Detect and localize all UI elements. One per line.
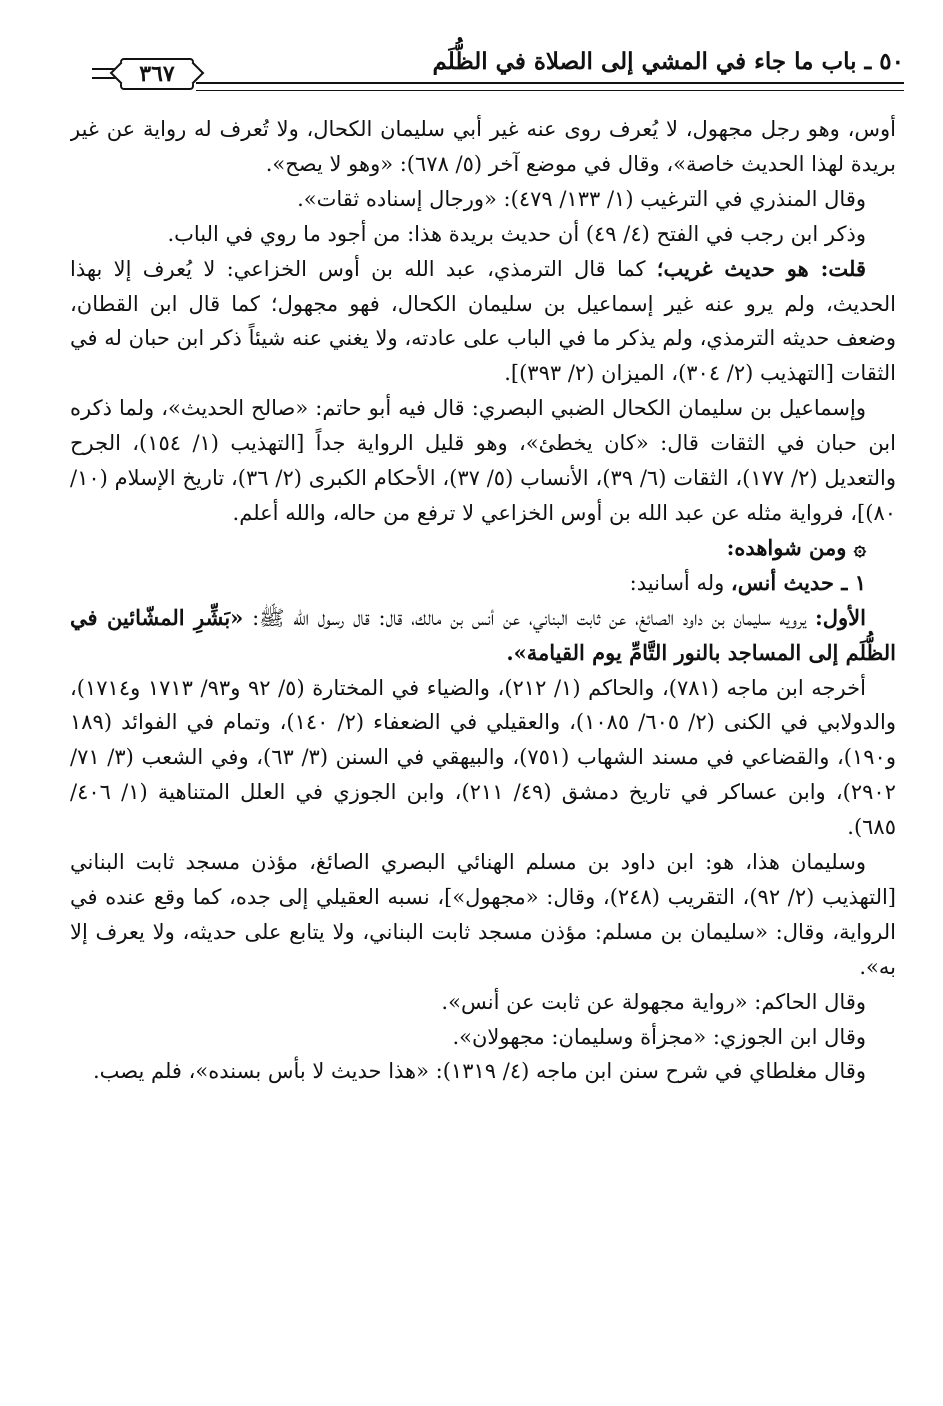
- paragraph: [70, 671, 896, 846]
- paragraph: [70, 182, 896, 217]
- text-run: وإسماعيل بن سليمان الكحال الضبي البصري: قال فيه أبو حاتم: «صالح الحديث»، ولما ذكره ابن حبان في الثقات قال: «كان يخطئ»، وهو قليل الرواية جداً [التهذيب (١/ ١٥٤)، الجرح والتعديل (٢/ ١٧٧)، الثقات (٦/ ٣٩)، الأنساب (٥/ ٣٧)، الأحكام الكبرى (٢/ ٣٦)، تاريخ الإسلام (١٠/ ٨٠)]، فرواية مثله عن عبد الله بن أوس الخزاعي لا ترفع من حاله، والله أعلم.: [70, 396, 896, 525]
- text-run: وقال الحاكم: «رواية مجهولة عن ثابت عن أنس».: [441, 989, 866, 1014]
- text-run: وسليمان هذا، هو: ابن داود بن مسلم الهنائي البصري الصائغ، مؤذن مسجد ثابت البناني [التهذيب (٢/ ٩٢)، التقريب (٢٤٨)، وقال: «مجهول»]، نسبه العقيلي إلى جده، كما وقع عنده في الرواية، وقال: «سليمان بن مسلم: مؤذن مسجد ثابت البناني، ولا يتابع على حديثه، ولا يعرف إلا به».: [70, 850, 896, 979]
- paragraph: [70, 985, 896, 1020]
- text-run: كما قال الترمذي، عبد الله بن أوس الخزاعي: لا يُعرف إلا بهذا الحديث، ولم يرو عنه غير إسماعيل بن سليمان الكحال، فهو مجهول؛ كما قال ابن القطان، وضعف حديثه الترمذي، ولم يذكر ما في الباب على عادته، ولا يغني عنه شيئاً ذكر ابن حبان له في الثقات [التهذيب (٢/ ٣٠٤)، الميزان (٢/ ٣٩٣)].: [70, 256, 896, 386]
- text-run: وله أسانيد:: [629, 570, 731, 595]
- text-run: وقال مغلطاي في شرح سنن ابن ماجه (٤/ ١٣١٩): «هذا حديث لا بأس بسنده»، فلم يصب.: [92, 1059, 866, 1084]
- paragraph: [70, 217, 896, 252]
- bold-text: الأول:: [815, 604, 866, 630]
- page-number: ٣٦٧: [139, 61, 175, 87]
- bold-text: ١ ـ حديث أنس،: [730, 569, 866, 595]
- body-text: [70, 112, 896, 1372]
- bold-text: «بَشِّرِ المشّائين في الظُّلَم إلى المساجد بالنور التَّامِّ يوم القيامة».: [70, 604, 896, 665]
- page-header: [92, 44, 904, 98]
- paragraph: [70, 1054, 896, 1089]
- paragraph: [70, 601, 896, 671]
- paragraph: [70, 1020, 896, 1055]
- bold-text: قلت: هو حديث غريب؛: [656, 255, 866, 281]
- paragraph: [70, 566, 896, 601]
- text-run: وقال المنذري في الترغيب (١/ ١٣٣/ ٤٧٩): «ورجال إسناده ثقات».: [297, 186, 866, 211]
- paragraph: [70, 845, 896, 985]
- paragraph: [70, 252, 896, 392]
- paragraph: [70, 112, 896, 182]
- text-run: أوس، وهو رجل مجهول، لا يُعرف روى عنه غير أبي سليمان الكحال، ولا تُعرف له رواية عن غير بريدة لهذا الحديث خاصة»، وقال في موضع آخر (٥/ ٦٧٨): «وهو لا يصح».: [70, 117, 896, 176]
- paragraph: [70, 531, 896, 566]
- chapter-title: ٥٠ ـ باب ما جاء في المشي إلى الصلاة في الظُّلَم: [432, 48, 904, 75]
- page-number-frame: [120, 58, 194, 90]
- text-run: وذكر ابن رجب في الفتح (٤/ ٤٩) أن حديث بريدة هذا: من أجود ما روي في الباب.: [167, 221, 866, 246]
- text-run: يرويه سليمان بن داود الصائغ، عن ثابت البناني، عن أنس بن مالك، قال: قال رسول الله ﷺ:: [243, 605, 816, 630]
- text-run: أخرجه ابن ماجه (٧٨١)، والحاكم (١/ ٢١٢)، والضياء في المختارة (٥/ ٩٢ و٩٣/ ١٧١٣ و١٧١٤)، والدولابي في الكنى (٢/ ٦٠٥/ ١٠٨٥)، والعقيلي في الضعفاء (٢/ ١٤٠)، وتمام في الفوائد (١٨٩ و١٩٠)، والقضاعي في مسند الشهاب (٧٥١)، والبيهقي في السنن (٣/ ٦٣)، وفي الشعب (٣/ ٧١/ ٢٩٠٢)، وابن عساكر في تاريخ دمشق (٤٩/ ٢١١)، وابن الجوزي في العلل المتناهية (١/ ٤٠٦/ ٦٨٥).: [70, 675, 896, 840]
- text-run: وقال ابن الجوزي: «مجزأة وسليمان: مجهولان».: [452, 1024, 866, 1049]
- header-rule-right: [196, 82, 904, 91]
- paragraph: [70, 391, 896, 531]
- bold-text: ۞ ومن شواهده:: [726, 534, 866, 560]
